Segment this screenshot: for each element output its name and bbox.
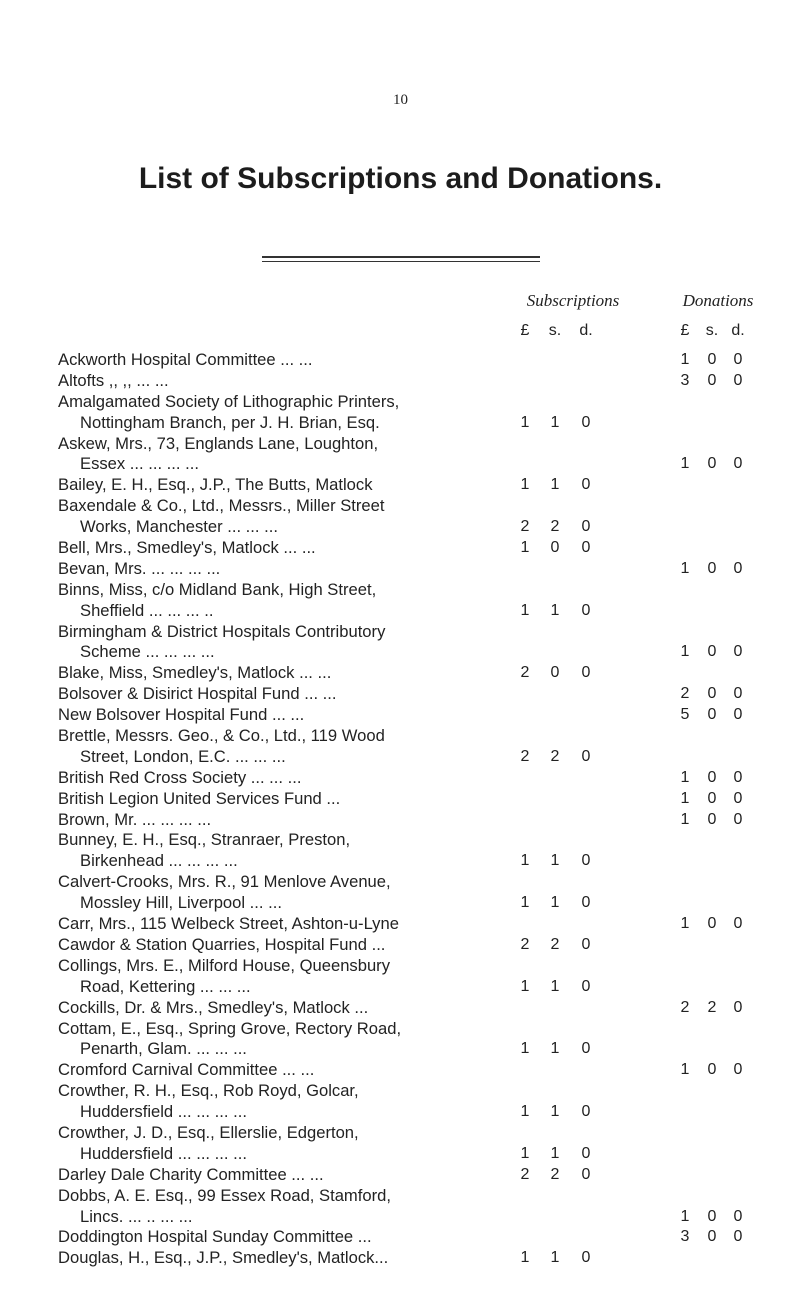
subscription-amount: 0 bbox=[581, 413, 591, 431]
subscription-amount: 1 bbox=[520, 1249, 530, 1267]
entry-name: Doddington Hospital Sunday Committee ... bbox=[58, 1227, 372, 1247]
list-item bbox=[58, 350, 758, 371]
donation-amount: 0 bbox=[707, 1228, 717, 1246]
donation-amount: 1 bbox=[680, 1061, 690, 1079]
don-shilling-unit: s. bbox=[705, 322, 719, 339]
subscription-amount: 0 bbox=[581, 1249, 591, 1267]
donation-amount: 1 bbox=[680, 1207, 690, 1225]
donation-amount: 0 bbox=[707, 559, 717, 577]
entry-name: Carr, Mrs., 115 Welbeck Street, Ashton-u-Lyne bbox=[58, 914, 399, 934]
donation-amount: 1 bbox=[680, 455, 690, 473]
donation-amount: 0 bbox=[733, 998, 743, 1016]
list-item bbox=[58, 475, 758, 496]
list-item bbox=[58, 538, 758, 559]
subscription-amount: 0 bbox=[581, 1040, 591, 1058]
subscription-amount: 1 bbox=[520, 1040, 530, 1058]
subscriptions-list bbox=[58, 350, 758, 1269]
subscription-amount: 1 bbox=[520, 1144, 530, 1162]
donation-amount: 0 bbox=[733, 643, 743, 661]
title-rule-bottom bbox=[262, 261, 540, 262]
entry-name: Scheme ... ... ... ... bbox=[80, 642, 215, 662]
subscription-amount: 0 bbox=[581, 935, 591, 953]
entry-name: Amalgamated Society of Lithographic Printers, bbox=[58, 391, 400, 411]
entry-name: Huddersfield ... ... ... ... bbox=[80, 1143, 247, 1163]
list-item bbox=[58, 705, 758, 726]
subscription-amount: 0 bbox=[581, 852, 591, 870]
sub-pound-unit: £ bbox=[520, 322, 530, 339]
subscription-amount: 2 bbox=[550, 518, 560, 536]
subscription-amount: 2 bbox=[520, 747, 530, 765]
donation-amount: 0 bbox=[707, 768, 717, 786]
list-item bbox=[58, 851, 758, 872]
entry-name: Birmingham & District Hospitals Contributory bbox=[58, 621, 386, 641]
subscription-amount: 1 bbox=[520, 852, 530, 870]
entry-name: New Bolsover Hospital Fund ... ... bbox=[58, 705, 305, 725]
subscription-amount: 2 bbox=[520, 664, 530, 682]
donation-amount: 0 bbox=[733, 455, 743, 473]
entry-name: Ackworth Hospital Committee ... ... bbox=[58, 350, 313, 369]
entry-name: Street, London, E.C. ... ... ... bbox=[80, 746, 286, 766]
subscription-amount: 1 bbox=[520, 413, 530, 431]
list-item bbox=[58, 642, 758, 663]
list-item bbox=[58, 1227, 758, 1248]
donation-amount: 0 bbox=[733, 915, 743, 933]
list-item bbox=[58, 1102, 758, 1123]
entry-name: Baxendale & Co., Ltd., Messrs., Miller Street bbox=[58, 496, 385, 516]
donation-amount: 1 bbox=[680, 643, 690, 661]
donation-amount: 0 bbox=[707, 810, 717, 828]
list-item bbox=[58, 1039, 758, 1060]
subscription-amount: 1 bbox=[520, 894, 530, 912]
list-item bbox=[58, 496, 758, 517]
subscription-amount: 2 bbox=[520, 1165, 530, 1183]
subscription-amount: 2 bbox=[550, 1165, 560, 1183]
entry-name: Bell, Mrs., Smedley's, Matlock ... ... bbox=[58, 538, 316, 558]
list-item bbox=[58, 413, 758, 434]
entry-name: Nottingham Branch, per J. H. Brian, Esq. bbox=[80, 412, 380, 432]
entry-name: Cawdor & Station Quarries, Hospital Fund ... bbox=[58, 934, 386, 954]
list-item bbox=[58, 371, 758, 392]
entry-name: Bolsover & Disirict Hospital Fund ... ... bbox=[58, 684, 337, 704]
list-item bbox=[58, 434, 758, 455]
entry-name: Bevan, Mrs. ... ... ... ... bbox=[58, 558, 221, 578]
entry-name: Bunney, E. H., Esq., Stranraer, Preston, bbox=[58, 830, 351, 850]
subscription-amount: 2 bbox=[520, 518, 530, 536]
entry-name: Mossley Hill, Liverpool ... ... bbox=[80, 893, 282, 913]
subscription-amount: 1 bbox=[550, 476, 560, 494]
entry-name: Crowther, J. D., Esq., Ellerslie, Edgerton, bbox=[58, 1122, 359, 1142]
list-item bbox=[58, 747, 758, 768]
subscription-amount: 1 bbox=[520, 601, 530, 619]
list-item bbox=[58, 998, 758, 1019]
list-item bbox=[58, 1186, 758, 1207]
donation-amount: 0 bbox=[733, 351, 743, 368]
donation-amount: 1 bbox=[680, 559, 690, 577]
entry-name: Penarth, Glam. ... ... ... bbox=[80, 1039, 247, 1059]
subscription-amount: 1 bbox=[550, 894, 560, 912]
entry-name: Huddersfield ... ... ... ... bbox=[80, 1102, 247, 1122]
entry-name: Sheffield ... ... ... .. bbox=[80, 600, 214, 620]
entry-name: Dobbs, A. E. Esq., 99 Essex Road, Stamford, bbox=[58, 1185, 391, 1205]
donation-amount: 0 bbox=[707, 371, 717, 389]
donation-amount: 1 bbox=[680, 768, 690, 786]
donation-amount: 0 bbox=[707, 1061, 717, 1079]
entry-name: Essex ... ... ... ... bbox=[80, 454, 199, 474]
subscription-amount: 0 bbox=[581, 518, 591, 536]
subscription-amount: 1 bbox=[520, 476, 530, 494]
donation-amount: 0 bbox=[707, 685, 717, 703]
subscription-amount: 2 bbox=[550, 747, 560, 765]
subscription-amount: 1 bbox=[550, 977, 560, 995]
list-item bbox=[58, 810, 758, 831]
donation-amount: 0 bbox=[707, 706, 717, 724]
donation-amount: 0 bbox=[733, 371, 743, 389]
entry-name: Binns, Miss, c/o Midland Bank, High Street, bbox=[58, 579, 377, 599]
title-rule-top bbox=[262, 256, 540, 258]
entry-name: Blake, Miss, Smedley's, Matlock ... ... bbox=[58, 663, 332, 683]
list-item bbox=[58, 935, 758, 956]
subscription-amount: 2 bbox=[550, 935, 560, 953]
sub-pence-unit: d. bbox=[579, 322, 593, 339]
donation-amount: 2 bbox=[680, 998, 690, 1016]
entry-name: Works, Manchester ... ... ... bbox=[80, 517, 278, 537]
donation-amount: 1 bbox=[680, 810, 690, 828]
subscription-amount: 1 bbox=[550, 852, 560, 870]
donation-amount: 0 bbox=[733, 1207, 743, 1225]
list-item bbox=[58, 977, 758, 998]
subscriptions-header: Subscriptions bbox=[526, 291, 620, 310]
subscription-amount: 0 bbox=[581, 664, 591, 682]
donation-amount: 0 bbox=[733, 559, 743, 577]
list-item bbox=[58, 1060, 758, 1081]
donation-amount: 0 bbox=[733, 789, 743, 807]
donation-amount: 1 bbox=[680, 915, 690, 933]
subscription-amount: 0 bbox=[550, 664, 560, 682]
subscription-amount: 1 bbox=[550, 413, 560, 431]
list-item bbox=[58, 392, 758, 413]
donation-amount: 3 bbox=[680, 1228, 690, 1246]
donation-amount: 0 bbox=[733, 810, 743, 828]
donation-amount: 3 bbox=[680, 371, 690, 389]
subscription-amount: 1 bbox=[550, 1144, 560, 1162]
subscription-amount: 0 bbox=[581, 1144, 591, 1162]
list-item bbox=[58, 872, 758, 893]
list-item bbox=[58, 1248, 758, 1269]
list-item bbox=[58, 684, 758, 705]
subscription-amount: 1 bbox=[550, 1103, 560, 1121]
list-item bbox=[58, 663, 758, 684]
entry-name: British Red Cross Society ... ... ... bbox=[58, 767, 302, 787]
entry-name: Collings, Mrs. E., Milford House, Queensbury bbox=[58, 955, 390, 975]
don-pence-unit: d. bbox=[731, 322, 745, 339]
entry-name: Crowther, R. H., Esq., Rob Royd, Golcar, bbox=[58, 1081, 359, 1101]
list-item bbox=[58, 1165, 758, 1186]
subscription-amount: 1 bbox=[520, 539, 530, 557]
donation-amount: 2 bbox=[680, 685, 690, 703]
donation-amount: 0 bbox=[733, 706, 743, 724]
donation-amount: 0 bbox=[707, 1207, 717, 1225]
donations-header: Donations bbox=[682, 291, 754, 310]
donation-amount: 0 bbox=[733, 1061, 743, 1079]
list-item bbox=[58, 893, 758, 914]
subscription-amount: 0 bbox=[581, 601, 591, 619]
entry-name: Brown, Mr. ... ... ... ... bbox=[58, 809, 212, 829]
list-item bbox=[58, 726, 758, 747]
page-title: List of Subscriptions and Donations. bbox=[138, 162, 663, 195]
list-item bbox=[58, 914, 758, 935]
don-pound-unit: £ bbox=[680, 322, 690, 339]
donation-amount: 2 bbox=[707, 998, 717, 1016]
donation-amount: 0 bbox=[733, 768, 743, 786]
list-item bbox=[58, 1123, 758, 1144]
subscription-amount: 2 bbox=[520, 935, 530, 953]
subscription-amount: 0 bbox=[581, 977, 591, 995]
donation-amount: 5 bbox=[680, 706, 690, 724]
list-item bbox=[58, 768, 758, 789]
list-item bbox=[58, 622, 758, 643]
entry-name: Calvert-Crooks, Mrs. R., 91 Menlove Avenue, bbox=[58, 872, 391, 892]
donation-amount: 1 bbox=[680, 789, 690, 807]
page-number: 10 bbox=[393, 92, 408, 108]
list-item bbox=[58, 1144, 758, 1165]
donation-amount: 0 bbox=[733, 685, 743, 703]
subscription-amount: 0 bbox=[550, 539, 560, 557]
donation-amount: 0 bbox=[707, 789, 717, 807]
subscription-amount: 1 bbox=[550, 1249, 560, 1267]
list-item bbox=[58, 956, 758, 977]
entry-name: Cromford Carnival Committee ... ... bbox=[58, 1060, 315, 1080]
donation-amount: 1 bbox=[680, 351, 690, 368]
entry-name: Bailey, E. H., Esq., J.P., The Butts, Matlock bbox=[58, 475, 373, 495]
entry-name: Darley Dale Charity Committee ... ... bbox=[58, 1164, 324, 1184]
donation-amount: 0 bbox=[707, 915, 717, 933]
subscription-amount: 0 bbox=[581, 894, 591, 912]
entry-name: Cottam, E., Esq., Spring Grove, Rectory Road, bbox=[58, 1018, 402, 1038]
subscription-amount: 0 bbox=[581, 476, 591, 494]
subscription-amount: 0 bbox=[581, 1103, 591, 1121]
list-item bbox=[58, 1081, 758, 1102]
subscription-amount: 1 bbox=[520, 977, 530, 995]
subscription-amount: 1 bbox=[550, 1040, 560, 1058]
entry-name: Lincs. ... .. ... ... bbox=[80, 1206, 193, 1226]
entry-name: Douglas, H., Esq., J.P., Smedley's, Matlock... bbox=[58, 1248, 389, 1268]
entry-name: Cockills, Dr. & Mrs., Smedley's, Matlock ... bbox=[58, 997, 369, 1017]
subscription-amount: 0 bbox=[581, 747, 591, 765]
entry-name: Askew, Mrs., 73, Englands Lane, Loughton, bbox=[58, 433, 379, 453]
subscription-amount: 0 bbox=[581, 1165, 591, 1183]
list-item bbox=[58, 1207, 758, 1228]
entry-name: Road, Kettering ... ... ... bbox=[80, 976, 251, 996]
list-item bbox=[58, 580, 758, 601]
entry-name: British Legion United Services Fund ... bbox=[58, 788, 341, 808]
list-item bbox=[58, 1019, 758, 1040]
list-item bbox=[58, 517, 758, 538]
entry-name: Brettle, Messrs. Geo., & Co., Ltd., 119 Wood bbox=[58, 726, 385, 746]
entry-name: Birkenhead ... ... ... ... bbox=[80, 851, 238, 871]
sub-shilling-unit: s. bbox=[548, 322, 562, 339]
subscription-amount: 1 bbox=[550, 601, 560, 619]
list-item bbox=[58, 559, 758, 580]
list-item bbox=[58, 789, 758, 810]
donation-amount: 0 bbox=[707, 351, 717, 368]
donation-amount: 0 bbox=[733, 1228, 743, 1246]
entry-name: Altofts ,, ,, ... ... bbox=[58, 370, 169, 390]
list-item bbox=[58, 830, 758, 851]
donation-amount: 0 bbox=[707, 643, 717, 661]
donation-amount: 0 bbox=[707, 455, 717, 473]
list-item bbox=[58, 454, 758, 475]
subscription-amount: 0 bbox=[581, 539, 591, 557]
list-item bbox=[58, 601, 758, 622]
subscription-amount: 1 bbox=[520, 1103, 530, 1121]
